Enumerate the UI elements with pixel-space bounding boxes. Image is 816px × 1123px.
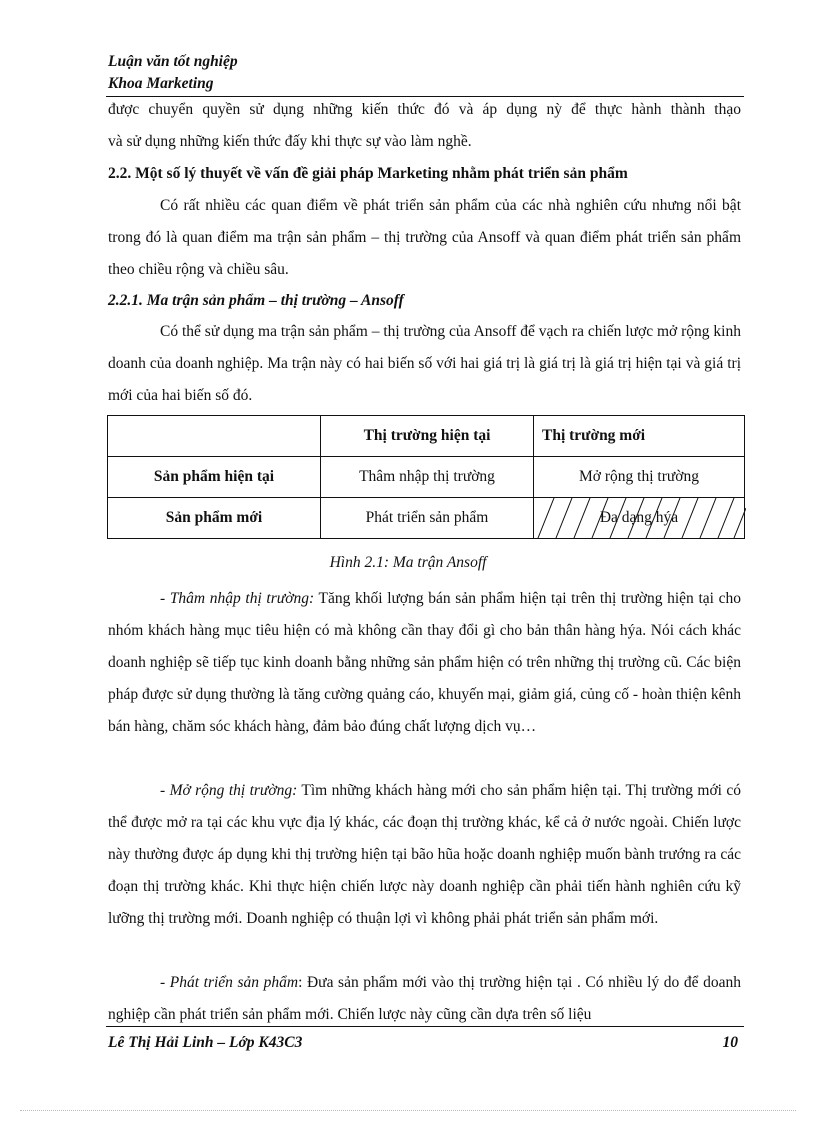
matrix-corner-cell [108,416,321,457]
intro-line-2: và sử dụng những kiến thức đấy khi thực sự vào làm nghề. [108,133,472,150]
subsection-heading: 2.2.1. Ma trận sản phẩm – thị trường – Ansoff [108,292,404,309]
intro-line-1: được chuyển quyền sử dụng những kiến thức đó và áp dụng nỳ để thực hành thành thạo [108,101,741,118]
subsection-paragraph-block [108,316,741,412]
bullet-dash: - [160,590,170,607]
bullet-dash: - [160,974,170,991]
matrix-col-new-market: Thị trường mới [534,416,745,457]
intro-block [108,94,741,158]
term-product-development: Phát triển sản phẩm [169,974,299,991]
matrix-row-label-current-product: Sản phẩm hiện tại [108,457,321,498]
paragraph-product-development-block [108,967,741,1031]
footer-rule [106,1026,744,1027]
matrix-cell-diversification-label: Đa dạng hýa [599,509,679,526]
text-product-development: : Đưa sản phẩm mới vào thị trường hiện tại . Có nhiều lý do để doanh nghiệp cần phát triển sản phẩm mới. Chiến lược này cũng cần dựa trên số liệu [108,974,741,1023]
matrix-header-row [108,416,745,457]
matrix-col-current-market: Thị trường hiện tại [321,416,534,457]
section-heading: 2.2. Một số lý thuyết về vấn đề giải pháp Marketing nhằm phát triển sản phẩm [108,165,628,182]
term-market-penetration: Thâm nhập thị trường: [169,590,315,607]
paragraph-penetration-block [108,583,741,743]
header-faculty: Khoa Marketing [108,75,214,92]
section-paragraph-block [108,190,741,286]
paragraph-market-development [108,775,741,935]
subsection-paragraph: Có thể sử dụng ma trận sản phẩm – thị trường của Ansoff để vạch ra chiến lược mở rộng kinh doanh của doanh nghiệp. Ma trận này có hai biến số với hai giá trị là giá trị là giá trị hiện tại và giá trị mới của hai biến số đó. [108,323,741,404]
section-paragraph: Có rất nhiều các quan điểm về phát triển sản phẩm của các nhà nghiên cứu nhưng nổi bật trong đó là quan điểm ma trận sản phẩm – thị trường của Ansoff và quan điểm phát triển sản phẩm theo chiều rộng và chiều sâu. [108,197,741,278]
ansoff-matrix-table [107,415,745,539]
matrix-cell-penetration: Thâm nhập thị trường [321,457,534,498]
page-bottom-dotted-rule [20,1110,796,1111]
text-market-penetration: Tăng khối lượng bán sản phẩm hiện tại trên thị trường hiện tại cho nhóm khách hàng mục tiêu hiện có mà không cần thay đổi gì cho bản thân hàng hýa. Nói cách khác doanh nghiệp sẽ tiếp tục kinh doanh bằng những sản phẩm hiện có trên những thị trường cũ. Các biện pháp được sử dụng thường là tăng cường quảng cáo, khuyến mại, giảm giá, củng cố - hoàn thiện kênh bán hàng, chăm sóc khách hàng, đảm bảo đúng chất lượng dịch vụ… [108,590,741,735]
header-thesis-title: Luận văn tốt nghiệp [108,53,238,70]
bullet-dash: - [160,782,170,799]
footer-page-number: 10 [722,1034,738,1051]
matrix-row-label-new-product: Sản phẩm mới [108,498,321,539]
paragraph-market-development-block [108,775,741,935]
paragraph-market-penetration [108,583,741,743]
footer-author: Lê Thị Hải Linh – Lớp K43C3 [108,1034,303,1051]
matrix-cell-diversification-hatched [534,498,745,539]
figure-caption: Hình 2.1: Ma trận Ansoff [329,554,487,571]
text-market-development: Tìm những khách hàng mới cho sản phẩm hiện tại. Thị trường mới có thể được mở ra tại các khu vực địa lý khác, các đoạn thị trường khác, kể cả ở nước ngoài. Chiến lược này thường được áp dụng khi thị trường hiện tại bão hũa hoặc doanh nghiệp muốn bành trướng ra các đoạn thị trường khác. Khi thực hiện chiến lược này doanh nghiệp cần phải tiến hành nghiên cứu kỹ lưỡng thị trường mới. Doanh nghiệp có thuận lợi vì không phải phát triển sản phẩm mới. [108,782,741,927]
matrix-cell-product-development: Phát triển sản phẩm [321,498,534,539]
paragraph-product-development [108,967,741,1031]
term-market-development: Mở rộng thị trường: [169,782,298,799]
matrix-cell-market-development: Mở rộng thị trường [534,457,745,498]
matrix-row-current-product [108,457,745,498]
matrix-row-new-product [108,498,745,539]
